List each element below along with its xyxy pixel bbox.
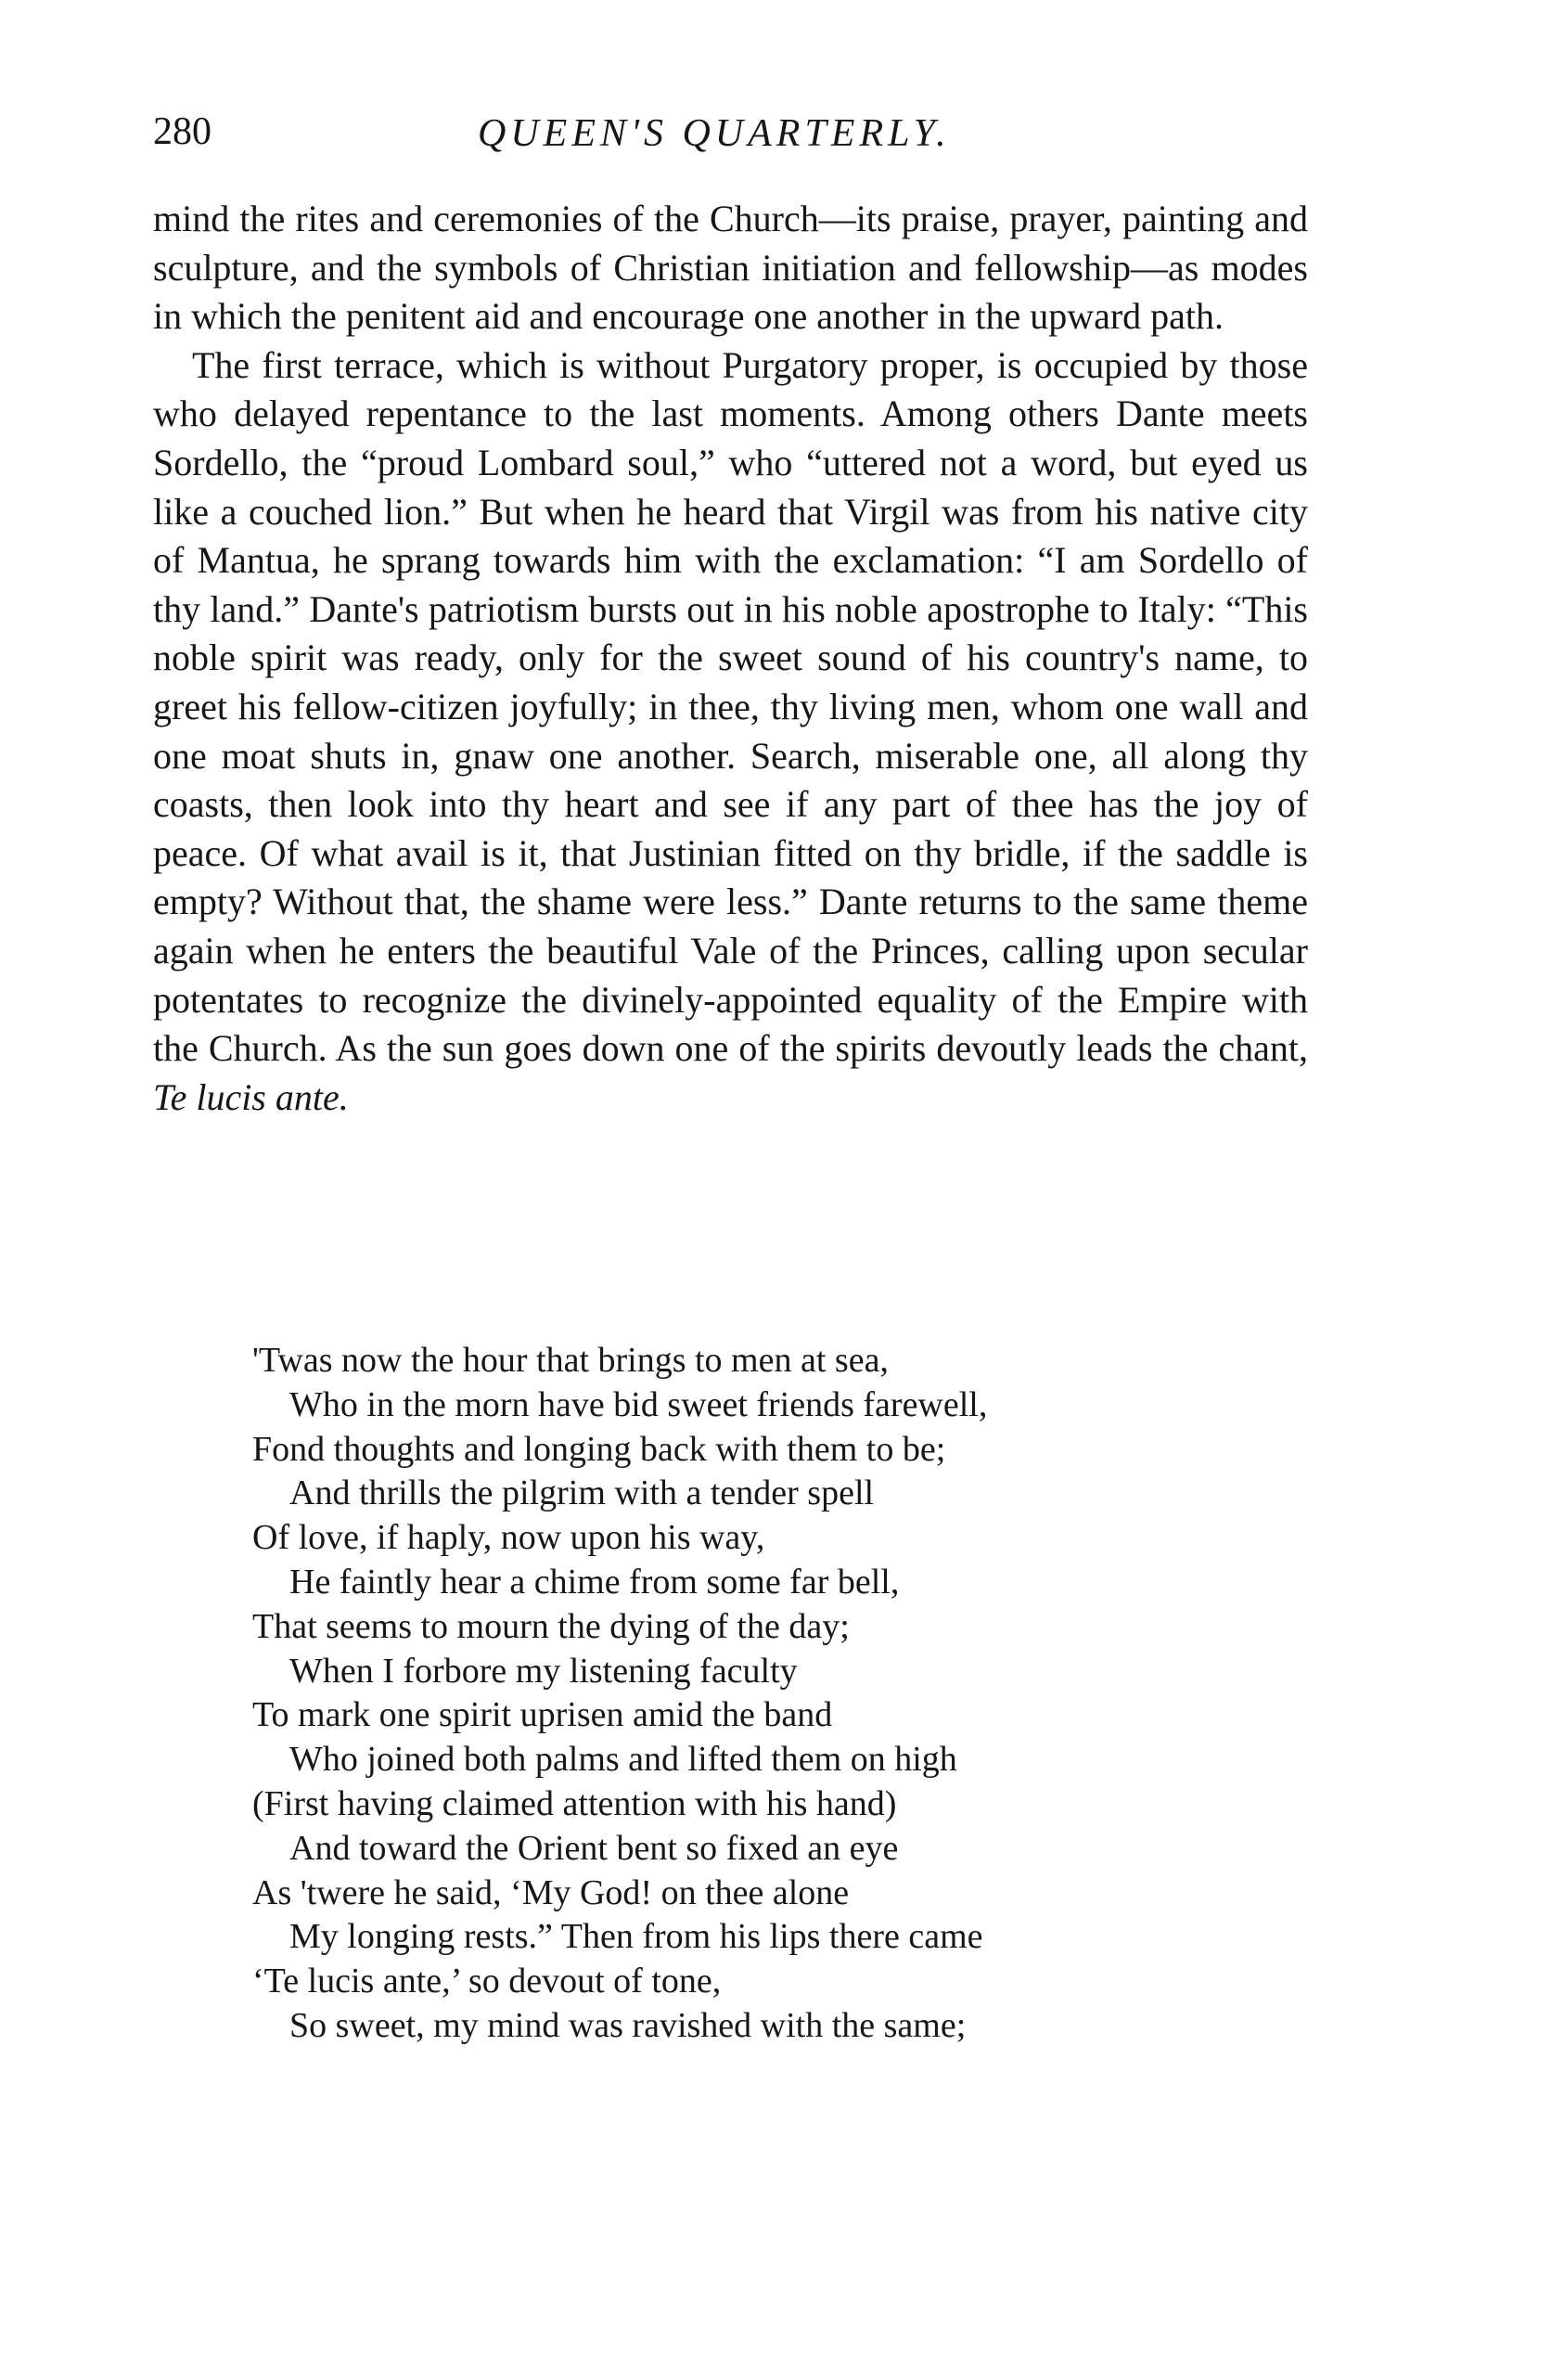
poem-line: When I forbore my listening faculty: [289, 1651, 798, 1691]
paragraph-2-italic-title: Te lucis ante.: [153, 1075, 349, 1118]
page-number: 280: [153, 110, 212, 153]
poem-line: That seems to mourn the dying of the day;: [252, 1606, 850, 1646]
poem-line: (First having claimed attention with his hand): [252, 1783, 897, 1823]
poem-line: My longing rests.” Then from his lips there came: [289, 1917, 983, 1957]
paragraph-2-text: The first terrace, which is without Purgatory proper, is occupied by those who delayed repentance to the last moments. Among others Dante meets Sordello, the “proud Lombard soul,” who “uttered not a word, but eyed us like a couched lion.” But when he heard that Virgil was from his native city of Mantua, he sprang towards him with the exclamation: “I am Sordello of thy land.” Dante's patriotism bursts out in his noble apostrophe to Italy: “This noble spirit was ready, only for the sweet sound of his country's name, to greet his fellow-citizen joyfully; in thee, thy living men, whom one wall and one moat shuts in, gnaw one another. Search, miserable one, all along thy coasts, then look into thy heart and see if any part of thee has the joy of peace. Of what avail is it, that Justinian fitted on thy bridle, if the saddle is empty? Without that, the shame were less.” Dante returns to the same theme again when he enters the beautiful Vale of the Princes, calling upon secular potentates to recognize the divinely-appointed equality of the Empire with the Church. As the sun goes down one of the spirits devoutly leads the chant,: [153, 343, 1308, 1070]
page-header: [153, 109, 1322, 165]
poem-line: Fond thoughts and longing back with them to be;: [252, 1429, 946, 1469]
poem-line: So sweet, my mind was ravished with the same;: [289, 2005, 967, 2045]
poem-line: Who in the morn have bid sweet friends farewell,: [289, 1384, 988, 1424]
poem-block: [252, 1339, 1180, 2049]
running-title: QUEEN'S QUARTERLY.: [478, 112, 951, 155]
paragraph-1: mind the rites and ceremonies of the Church—its praise, prayer, painting and sculpture, and the symbols of Christian initiation and fellowship—as modes in which the penitent aid and encourage one another in the upward path.: [153, 198, 1308, 338]
body-text: [153, 195, 1308, 1122]
poem-line: As 'twere he said, ‘My God! on thee alone: [252, 1872, 850, 1912]
paragraph-2: [153, 341, 1308, 1123]
poem-line: ‘Te lucis ante,’ so devout of tone,: [252, 1962, 722, 2001]
poem-line: Of love, if haply, now upon his way,: [252, 1518, 765, 1558]
poem-line: He faintly hear a chime from some far bell,: [289, 1562, 900, 1602]
poem-line: And thrills the pilgrim with a tender spell: [289, 1473, 875, 1513]
poem-line: Who joined both palms and lifted them on high: [289, 1740, 957, 1780]
poem-line: 'Twas now the hour that brings to men at sea,: [252, 1341, 889, 1380]
poem-line: To mark one spirit uprisen amid the band: [252, 1695, 833, 1735]
poem-line: And toward the Orient bent so fixed an eye: [289, 1828, 899, 1868]
